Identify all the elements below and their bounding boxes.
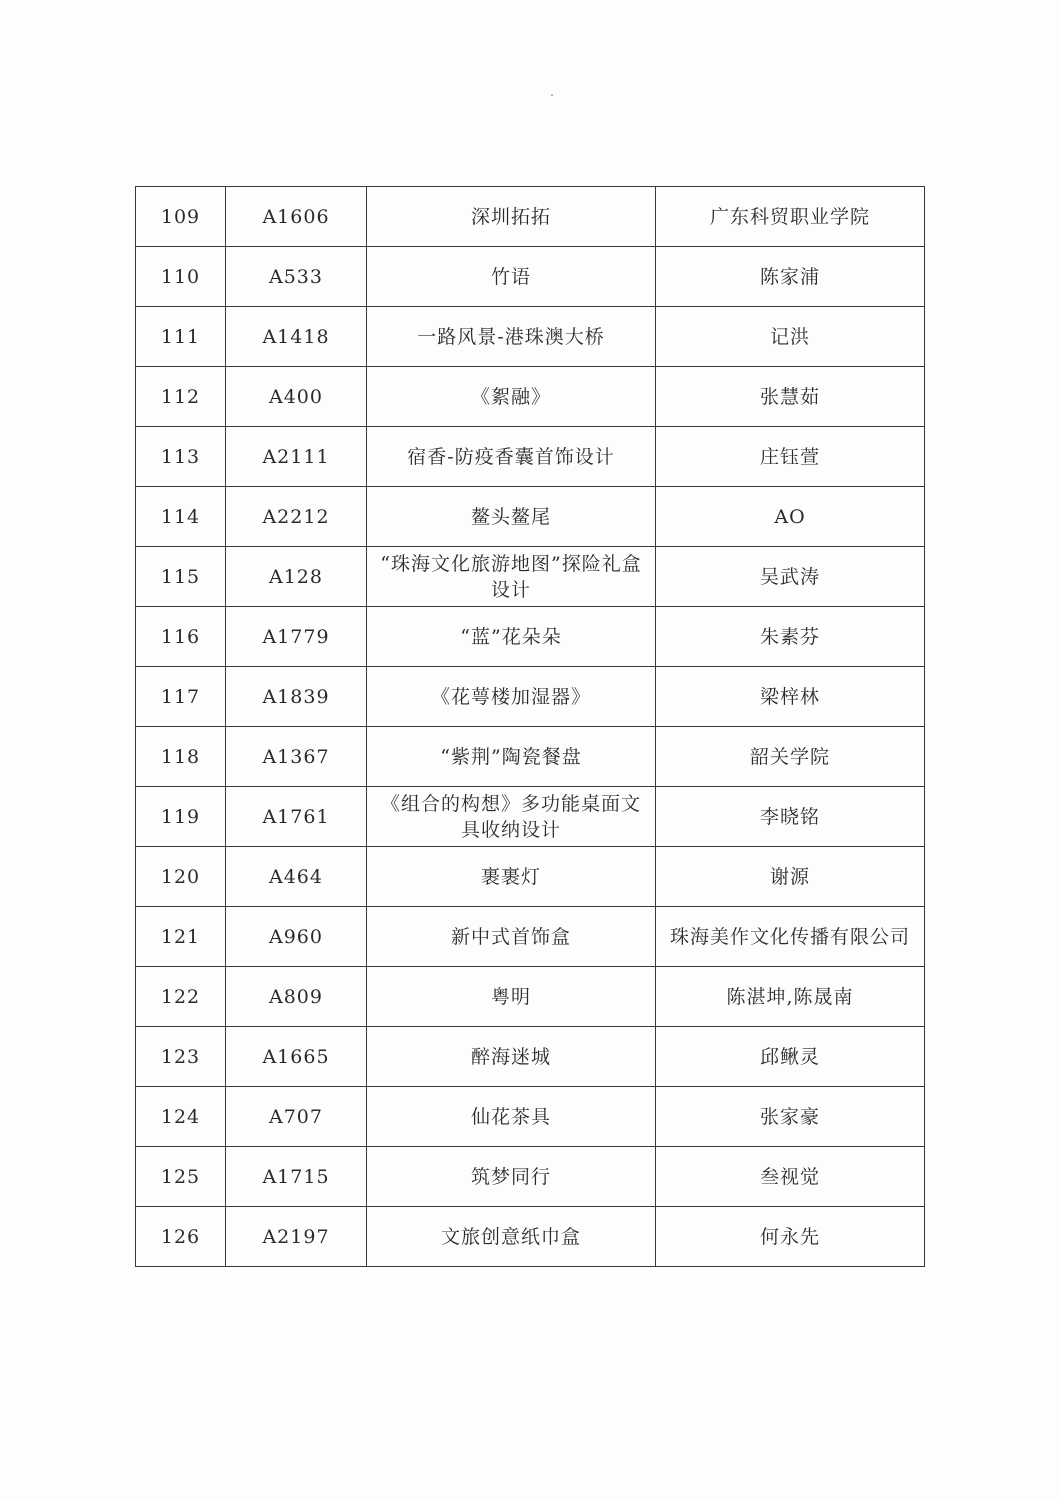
table-row xyxy=(136,667,925,727)
table-row xyxy=(136,307,925,367)
cell-title: 《花萼楼加湿器》 xyxy=(367,667,656,727)
cell-title: 筑梦同行 xyxy=(367,1147,656,1207)
table-row xyxy=(136,787,925,847)
cell-code: A1715 xyxy=(226,1147,367,1207)
cell-title: “珠海文化旅游地图”探险礼盒设计 xyxy=(367,547,656,607)
cell-author: 庄钰萱 xyxy=(656,427,925,487)
cell-author: 记洪 xyxy=(656,307,925,367)
table-row xyxy=(136,367,925,427)
table-row xyxy=(136,967,925,1027)
cell-number: 113 xyxy=(136,427,226,487)
table-row xyxy=(136,487,925,547)
cell-number: 120 xyxy=(136,847,226,907)
cell-author: 邱鳅灵 xyxy=(656,1027,925,1087)
cell-author: 张慧茹 xyxy=(656,367,925,427)
table-row xyxy=(136,247,925,307)
table-row xyxy=(136,607,925,667)
cell-title: 《絮融》 xyxy=(367,367,656,427)
cell-number: 124 xyxy=(136,1087,226,1147)
cell-author: 叁视觉 xyxy=(656,1147,925,1207)
cell-author: 吴武涛 xyxy=(656,547,925,607)
cell-code: A707 xyxy=(226,1087,367,1147)
cell-title: 鳌头鳌尾 xyxy=(367,487,656,547)
cell-author: 何永先 xyxy=(656,1207,925,1267)
cell-code: A1779 xyxy=(226,607,367,667)
cell-title: 《组合的构想》多功能桌面文具收纳设计 xyxy=(367,787,656,847)
cell-number: 121 xyxy=(136,907,226,967)
cell-code: A809 xyxy=(226,967,367,1027)
cell-code: A1418 xyxy=(226,307,367,367)
cell-author: 陈湛坤,陈晟南 xyxy=(656,967,925,1027)
cell-title: “紫荆”陶瓷餐盘 xyxy=(367,727,656,787)
cell-number: 111 xyxy=(136,307,226,367)
cell-number: 112 xyxy=(136,367,226,427)
cell-code: A960 xyxy=(226,907,367,967)
cell-author: 珠海美作文化传播有限公司 xyxy=(656,907,925,967)
table-row xyxy=(136,1087,925,1147)
cell-author: 朱素芬 xyxy=(656,607,925,667)
cell-author: 广东科贸职业学院 xyxy=(656,187,925,247)
cell-code: A1761 xyxy=(226,787,367,847)
cell-title: “蓝”花朵朵 xyxy=(367,607,656,667)
cell-title: 深圳拓拓 xyxy=(367,187,656,247)
cell-number: 123 xyxy=(136,1027,226,1087)
cell-title: 新中式首饰盒 xyxy=(367,907,656,967)
cell-number: 119 xyxy=(136,787,226,847)
cell-code: A2212 xyxy=(226,487,367,547)
cell-title: 竹语 xyxy=(367,247,656,307)
cell-code: A1606 xyxy=(226,187,367,247)
table-row xyxy=(136,547,925,607)
cell-author: 梁梓林 xyxy=(656,667,925,727)
cell-number: 118 xyxy=(136,727,226,787)
cell-number: 117 xyxy=(136,667,226,727)
cell-number: 116 xyxy=(136,607,226,667)
cell-code: A128 xyxy=(226,547,367,607)
table-row xyxy=(136,1027,925,1087)
cell-number: 114 xyxy=(136,487,226,547)
cell-code: A1367 xyxy=(226,727,367,787)
cell-code: A400 xyxy=(226,367,367,427)
cell-author: 张家豪 xyxy=(656,1087,925,1147)
cell-number: 122 xyxy=(136,967,226,1027)
cell-code: A2111 xyxy=(226,427,367,487)
cell-number: 126 xyxy=(136,1207,226,1267)
cell-title: 裹裹灯 xyxy=(367,847,656,907)
cell-code: A1839 xyxy=(226,667,367,727)
cell-number: 109 xyxy=(136,187,226,247)
table-row xyxy=(136,1207,925,1267)
cell-code: A533 xyxy=(226,247,367,307)
cell-code: A464 xyxy=(226,847,367,907)
cell-title: 醉海迷城 xyxy=(367,1027,656,1087)
cell-title: 仙花茶具 xyxy=(367,1087,656,1147)
table-row xyxy=(136,187,925,247)
table-row xyxy=(136,427,925,487)
cell-title: 一路风景-港珠澳大桥 xyxy=(367,307,656,367)
table-row xyxy=(136,1147,925,1207)
cell-code: A1665 xyxy=(226,1027,367,1087)
cell-author: 韶关学院 xyxy=(656,727,925,787)
cell-number: 110 xyxy=(136,247,226,307)
table-row xyxy=(136,847,925,907)
cell-author: AO xyxy=(656,487,925,547)
cell-author: 陈家浦 xyxy=(656,247,925,307)
cell-author: 谢源 xyxy=(656,847,925,907)
cell-code: A2197 xyxy=(226,1207,367,1267)
awards-table xyxy=(135,186,925,1267)
cell-title: 粤明 xyxy=(367,967,656,1027)
awards-table-body xyxy=(136,187,925,1267)
cell-title: 文旅创意纸巾盒 xyxy=(367,1207,656,1267)
cell-title: 宿香-防疫香囊首饰设计 xyxy=(367,427,656,487)
table-row xyxy=(136,727,925,787)
cell-number: 125 xyxy=(136,1147,226,1207)
cell-author: 李晓铭 xyxy=(656,787,925,847)
scan-speck xyxy=(551,94,553,96)
table-row xyxy=(136,907,925,967)
cell-number: 115 xyxy=(136,547,226,607)
